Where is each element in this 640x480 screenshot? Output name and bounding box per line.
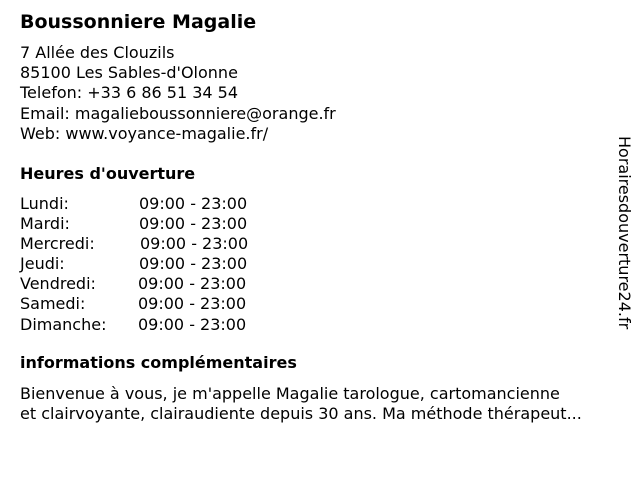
description-line-2: et clairvoyante, clairaudiente depuis 30 ans. Ma méthode thérapeut... <box>20 404 582 423</box>
time-range: 09:00 - 23:00 <box>139 214 248 234</box>
hours-row-lundi <box>20 194 320 214</box>
address-city: 85100 Les Sables-d'Olonne <box>20 63 238 83</box>
time-range: 09:00 - 23:00 <box>140 234 249 254</box>
day-label: Vendredi: <box>20 274 96 294</box>
hours-row-jeudi <box>20 254 320 274</box>
site-watermark <box>614 136 634 346</box>
time-range: 09:00 - 23:00 <box>139 254 248 274</box>
hours-row-samedi <box>20 294 320 314</box>
day-label: Mercredi: <box>20 234 95 254</box>
day-label: Mardi: <box>20 214 70 234</box>
time-range: 09:00 - 23:00 <box>138 274 247 294</box>
hours-row-mardi <box>20 214 320 234</box>
time-range: 09:00 - 23:00 <box>139 194 248 213</box>
email-address[interactable]: Email: magalieboussonniere@orange.fr <box>20 103 336 123</box>
additional-info-heading: informations complémentaires <box>20 353 297 372</box>
opening-hours-table <box>20 194 320 335</box>
day-label: Samedi: <box>20 294 86 314</box>
phone-number[interactable]: Telefon: +33 6 86 51 34 54 <box>20 83 239 103</box>
additional-info-text <box>20 384 635 424</box>
day-label: Lundi: <box>20 194 69 213</box>
hours-row-dimanche <box>20 315 320 335</box>
day-label: Jeudi: <box>20 254 65 274</box>
business-name: Boussonniere Magalie <box>20 11 257 33</box>
website-link[interactable]: Web: www.voyance-magalie.fr/ <box>20 123 269 143</box>
description-line-1: Bienvenue à vous, je m'appelle Magalie tarologue, cartomancienne <box>20 384 560 403</box>
day-label: Dimanche: <box>20 314 107 334</box>
hours-row-mercredi <box>20 234 320 254</box>
address-street: 7 Allée des Clouzils <box>20 43 175 62</box>
opening-hours-heading: Heures d'ouverture <box>20 164 196 183</box>
watermark-text: Horairesdouverture24.fr <box>615 136 634 330</box>
contact-block <box>20 43 336 144</box>
time-range: 09:00 - 23:00 <box>138 294 247 314</box>
time-range: 09:00 - 23:00 <box>138 314 247 334</box>
hours-row-vendredi <box>20 274 320 294</box>
